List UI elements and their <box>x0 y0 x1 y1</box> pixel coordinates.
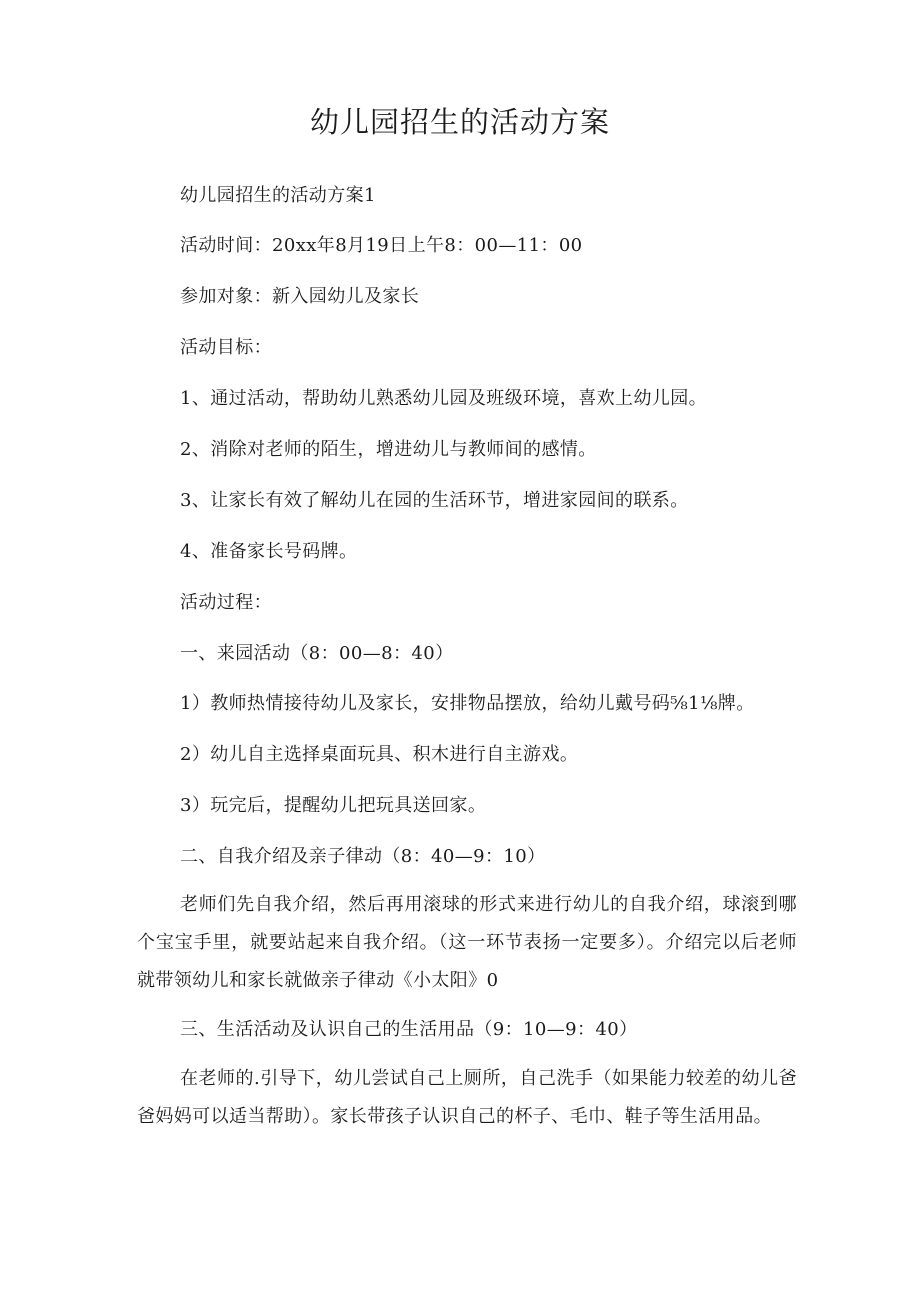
goal-item: 4、准备家长号码牌。 <box>180 541 358 562</box>
goal-item: 2、消除对老师的陌生，增进幼儿与教师间的感情。 <box>180 439 597 460</box>
participants: 参加对象：新入园幼儿及家长 <box>180 286 420 307</box>
process-heading: 活动过程： <box>180 592 272 613</box>
goal-item: 3、让家长有效了解幼儿在园的生活环节，增进家园间的联系。 <box>180 490 689 511</box>
process-item: 1）教师热情接待幼儿及家长，安排物品摆放，给幼儿戴号码⅝1⅛牌。 <box>180 693 755 714</box>
process-item: 3）玩完后，提醒幼儿把玩具送回家。 <box>180 795 487 816</box>
goal-item: 1、通过活动，帮助幼儿熟悉幼儿园及班级环境，喜欢上幼儿园。 <box>180 388 708 409</box>
section-heading: 三、生活活动及认识自己的生活用品（9：10—9：40） <box>180 1019 638 1040</box>
activity-time: 活动时间：20xx年8月19日上午8：00—11：00 <box>180 235 583 256</box>
section-paragraph: 在老师的.引导下，幼儿尝试自己上厕所，自己洗手（如果能力较差的幼儿爸爸妈妈可以适当帮助）。家长带孩子认识自己的杯子、毛巾、鞋子等生活用品。 <box>137 1068 797 1127</box>
goals-heading: 活动目标： <box>180 337 272 358</box>
section-heading: 二、自我介绍及亲子律动（8：40—9：10） <box>180 846 546 867</box>
section-paragraph: 老师们先自我介绍，然后再用滚球的形式来进行幼儿的自我介绍，球滚到哪个宝宝手里，就要站起来自我介绍。（这一环节表扬一定要多）。介绍完以后老师就带领幼儿和家长就做亲子律动《小太阳》0 <box>137 894 797 991</box>
section-heading: 一、来园活动（8：00—8：40） <box>180 643 454 664</box>
plan-subtitle: 幼儿园招生的活动方案1 <box>180 185 376 206</box>
document-title: 幼儿园招生的活动方案 <box>309 105 610 139</box>
process-item: 2）幼儿自主选择桌面玩具、积木进行自主游戏。 <box>180 744 579 765</box>
